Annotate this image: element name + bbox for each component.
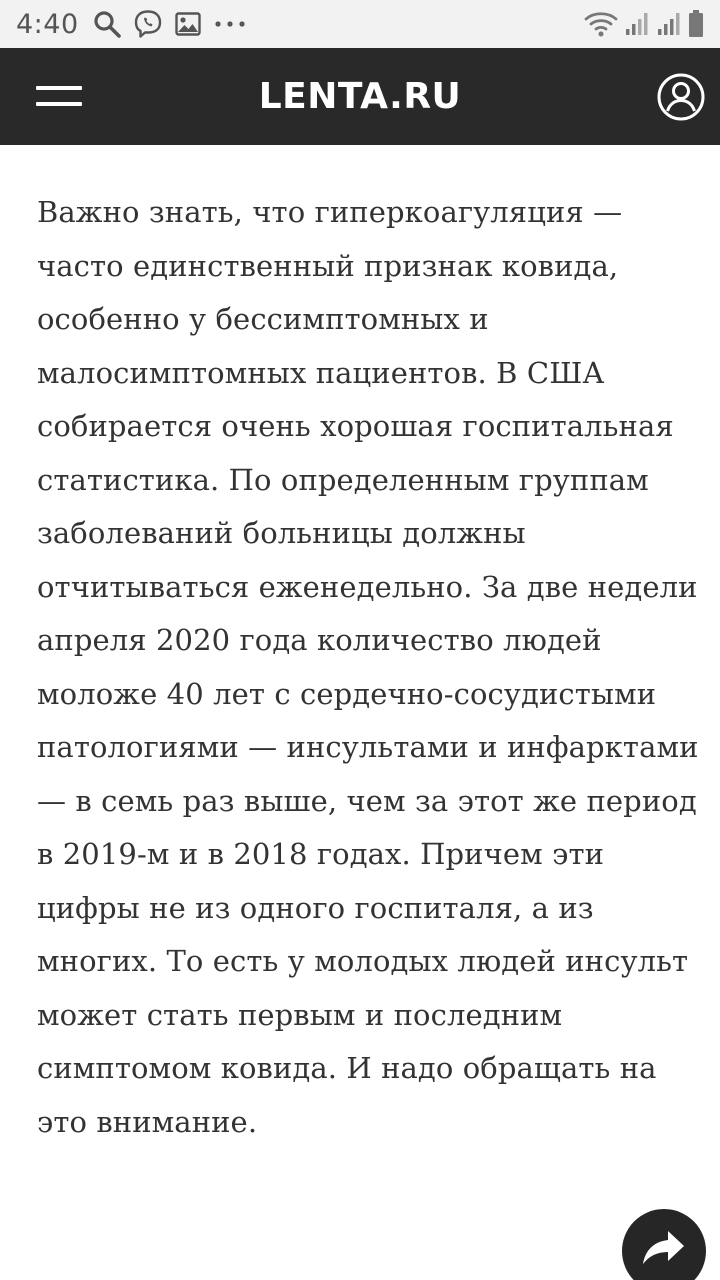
status-icons-left: [93, 9, 247, 39]
more-icon: [213, 19, 247, 29]
search-icon: [93, 10, 121, 38]
image-icon: [175, 12, 201, 36]
status-icons-right: [584, 10, 704, 38]
share-button[interactable]: [622, 1209, 706, 1280]
signal-icon: [624, 11, 650, 37]
battery-icon: [688, 10, 704, 38]
profile-button[interactable]: [656, 72, 706, 122]
article-text: Важно знать, что гиперкоагуляция — часто единственный признак ковида, особенно у бессимптомных и малосимптомных пациентов. В США собирается очень хорошая госпитальная статистика. По определенным группам заболеваний больницы должны отчитываться еженедельно. За две недели апреля 2020 года количество людей моложе 40 лет с сердечно-сосудистыми патологиями — инсультами и инфарктами — в семь раз выше, чем за этот же период в 2019-м и в 2018 годах. Причем эти цифры не из одного госпиталя, а из многих. То есть у молодых людей инсульт может стать первым и последним симптомом ковида. И надо обращать на это внимание.: [37, 195, 699, 1139]
status-bar: [0, 0, 720, 48]
hamburger-menu-icon: [36, 102, 82, 106]
logo-container: [0, 48, 720, 145]
signal-icon: [656, 11, 682, 37]
viber-icon: [133, 9, 163, 39]
wifi-icon: [584, 10, 618, 38]
menu-button[interactable]: [26, 68, 86, 124]
header: [0, 48, 720, 145]
hamburger-menu-icon: [36, 86, 82, 90]
logo[interactable]: LENTA.RU: [258, 76, 462, 117]
status-time: 4:40: [16, 8, 79, 40]
user-profile-icon: [656, 72, 706, 122]
share-arrow-icon: [640, 1227, 688, 1267]
